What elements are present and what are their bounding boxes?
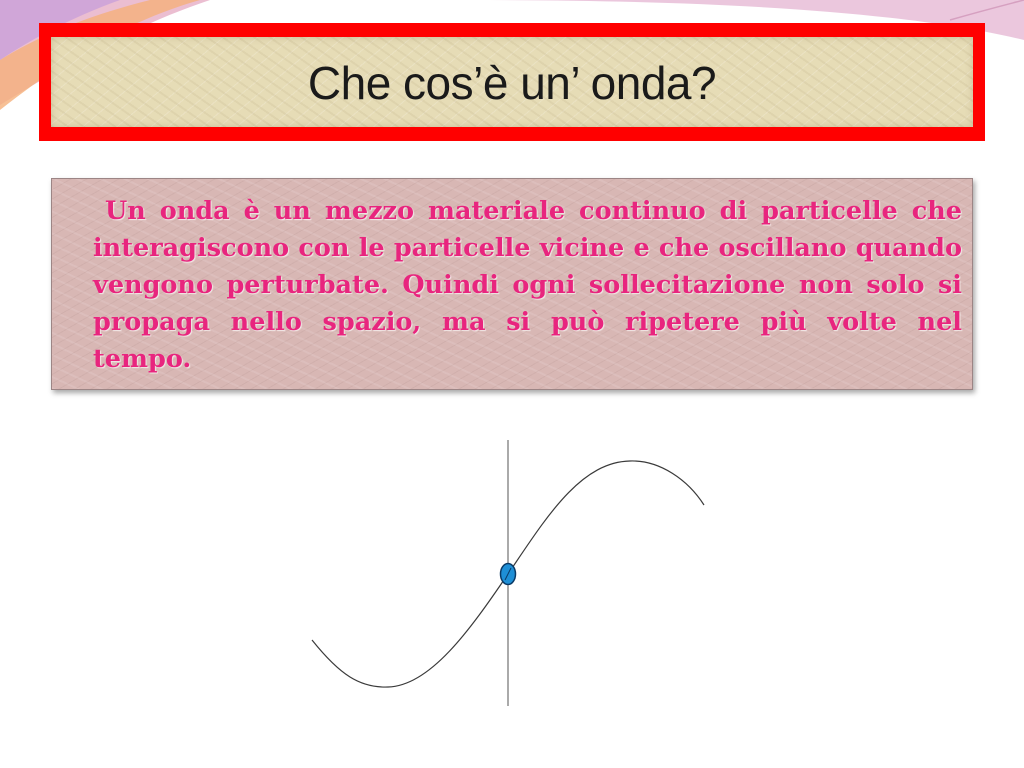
slide-title: Che cos’è un’ onda? [307, 57, 717, 109]
definition-paragraph: Un onda è un mezzo materiale continuo di particelle che interagiscono con le particelle vicine e che oscillano quando vengono perturbate. Quindi ogni sollecitazione non solo si propaga nello spazio, ma si può ripetere più volte nel tempo. [93, 196, 962, 374]
